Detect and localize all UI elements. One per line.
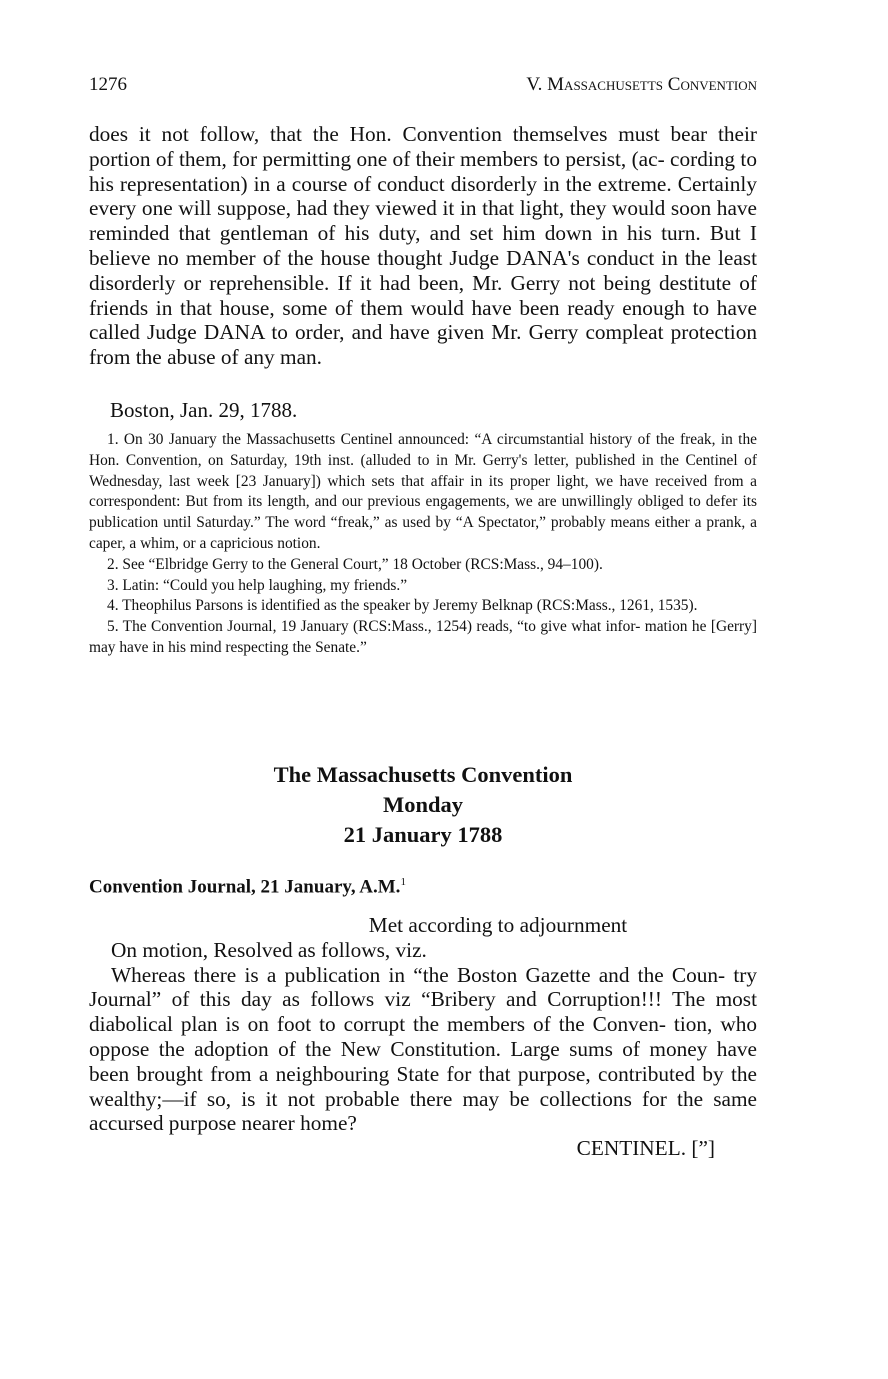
running-head bbox=[89, 74, 757, 96]
footnote-marker: 1 bbox=[400, 876, 406, 888]
body-paragraph-text: does it not follow, that the Hon. Convention themselves must bear their portion of them, for permitting one of their members to persist, (ac- cording to his representation) in a course of conduct disorderly in the extreme. Certainly every one will suppose, had they viewed it in that light, they would soon have reminded that gentleman of his duty, and set him down in his turn. But I believe no member of the house thought Judge DANA's conduct in the least disorderly or reprehensible. If it had been, Mr. Gerry not being destitute of friends in that house, some of them would have been ready enough to have called Judge DANA to order, and have given Mr. Gerry compleat protection from the abuse of any man. bbox=[89, 122, 757, 370]
section-title-line-1: The Massachusetts Convention bbox=[273, 762, 573, 787]
footnote-5: 5. The Convention Journal, 19 January (RCS:Mass., 1254) reads, “to give what infor- mation he [Gerry] may have in his mind respecting the Senate.” bbox=[89, 618, 757, 656]
journal-entry bbox=[89, 913, 757, 1161]
journal-subheading bbox=[89, 876, 406, 898]
section-title-line-2: Monday bbox=[382, 792, 463, 817]
journal-subheading-text: Convention Journal, 21 January, A.M. bbox=[89, 876, 401, 898]
journal-motion: On motion, Resolved as follows, viz. bbox=[111, 937, 427, 962]
section-heading bbox=[89, 760, 757, 850]
footnote-2: 2. See “Elbridge Gerry to the General Court,” 18 October (RCS:Mass., 94–100). bbox=[107, 555, 603, 573]
section-title: V. Massachusetts Convention bbox=[526, 74, 757, 95]
journal-whereas: Whereas there is a publication in “the Boston Gazette and the Coun- try Journal” of this day as follows viz “Bribery and Corruption!!! The most diabolical plan is on foot to corrupt the members of the Conven- tion, who oppose the adoption of the New Constitution. Large sums of money have been brought from a neighbouring State for that purpose, contributed by the wealthy;—if so, is it not probable there may be collections for the same accursed purpose nearer home? bbox=[89, 962, 757, 1136]
footnote-3: 3. Latin: “Could you help laughing, my friends.” bbox=[107, 576, 408, 594]
dateline: Boston, Jan. 29, 1788. bbox=[110, 398, 298, 422]
section-title-line-3: 21 January 1788 bbox=[343, 822, 503, 847]
footnote-4: 4. Theophilus Parsons is identified as the speaker by Jeremy Belknap (RCS:Mass., 1261, 1535). bbox=[107, 597, 698, 615]
page-number: 1276 bbox=[89, 74, 127, 95]
body-paragraph bbox=[89, 122, 757, 370]
footnote-1: 1. On 30 January the Massachusetts Centinel announced: “A circumstantial history of the freak, in the Hon. Convention, on Saturday, 19th inst. (alluded to in Mr. Gerry's letter, published in the Centinel of Wednesday, last week [23 January]) which sets that affair in its proper light, we have received from a correspondent: But from its length, and our previous engagements, we are unwillingly obliged to defer its publication until Saturday.” The word “freak,” as used by “A Spectator,” probably means either a prank, a caper, a whim, or a capricious notion. bbox=[89, 431, 757, 552]
journal-met: Met according to adjournment bbox=[368, 913, 628, 937]
journal-signoff: CENTINEL. [”] bbox=[576, 1136, 715, 1161]
footnotes bbox=[89, 430, 757, 659]
